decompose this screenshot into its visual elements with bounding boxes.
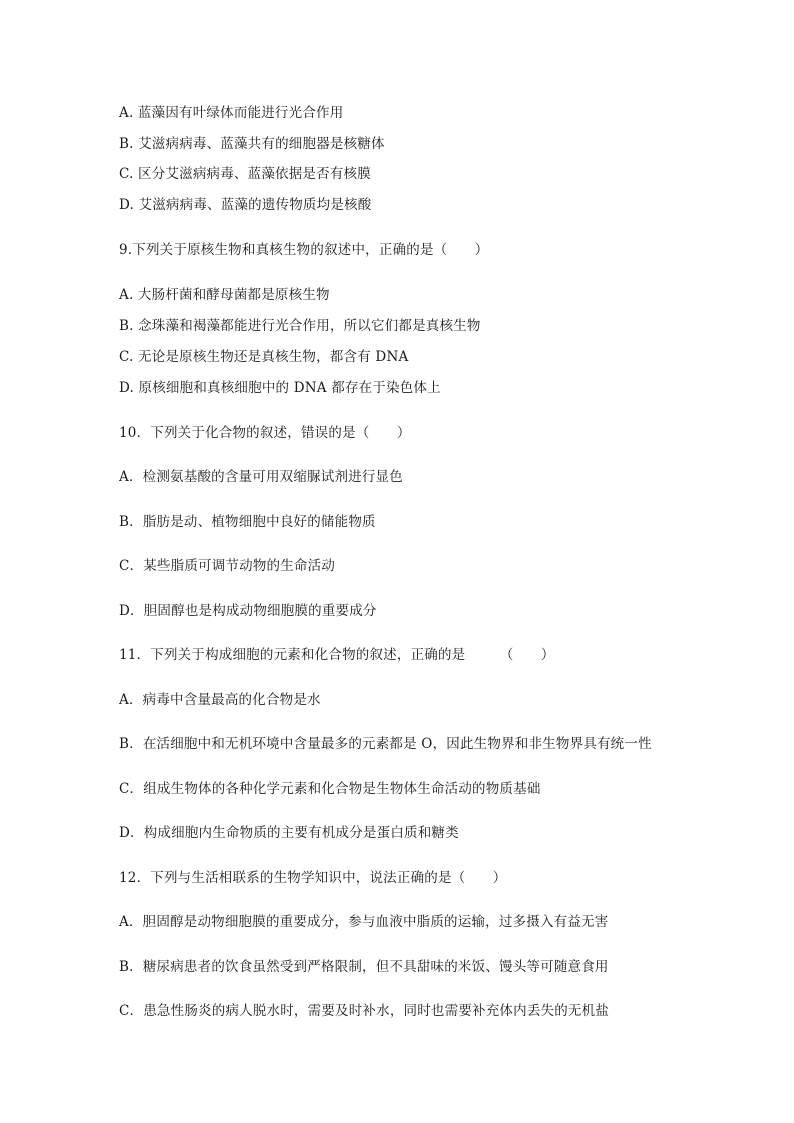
q10-option-c: C．某些脂质可调节动物的生命活动	[119, 558, 336, 574]
q12-question: 12．下列与生活相联系的生物学知识中，说法正确的是（ ）	[119, 870, 507, 886]
q10-option-a: A．检测氨基酸的含量可用双缩脲试剂进行显色	[119, 469, 403, 485]
q11-question: 11．下列关于构成细胞的元素和化合物的叙述，正确的是 （ ）	[119, 647, 555, 663]
q8-option-b: B. 艾滋病病毒、蓝藻共有的细胞器是核糖体	[119, 136, 385, 152]
q12-option-a: A．胆固醇是动物细胞膜的重要成分，参与血液中脂质的运输，过多摄入有益无害	[119, 914, 609, 930]
q10-option-d: D．胆固醇也是构成动物细胞膜的重要成分	[119, 603, 377, 619]
q9-option-d: D. 原核细胞和真核细胞中的 DNA 都存在于染色体上	[119, 380, 441, 396]
q11-option-c: C．组成生物体的各种化学元素和化合物是生物体生命活动的物质基础	[119, 781, 541, 797]
q12-option-c: C．患急性肠炎的病人脱水时，需要及时补水，同时也需要补充体内丢失的无机盐	[119, 1003, 610, 1019]
q11-option-d: D．构成细胞内生命物质的主要有机成分是蛋白质和糖类	[119, 825, 459, 841]
q10-question: 10．下列关于化合物的叙述，错误的是（ ）	[119, 425, 411, 441]
q11-option-b: B．在活细胞中和无机环境中含量最多的元素都是 O，因此生物界和非生物界具有统一性	[119, 736, 652, 752]
q12-option-b: B．糖尿病患者的饮食虽然受到严格限制，但不具甜味的米饭、馒头等可随意食用	[119, 959, 609, 975]
q11-option-a: A．病毒中含量最高的化合物是水	[119, 692, 321, 708]
q9-question: 9.下列关于原核生物和真核生物的叙述中，正确的是（ ）	[119, 242, 489, 258]
q8-option-d: D. 艾滋病病毒、蓝藻的遗传物质均是核酸	[119, 197, 372, 213]
q9-option-a: A. 大肠杆菌和酵母菌都是原核生物	[119, 287, 330, 303]
q8-option-c: C. 区分艾滋病病毒、蓝藻依据是否有核膜	[119, 166, 371, 182]
q8-option-a: A. 蓝藻因有叶绿体而能进行光合作用	[119, 105, 344, 121]
q9-option-b: B. 念珠藻和褐藻都能进行光合作用，所以它们都是真核生物	[119, 318, 481, 334]
q9-option-c: C. 无论是原核生物还是真核生物，都含有 DNA	[119, 349, 409, 365]
q10-option-b: B．脂肪是动、植物细胞中良好的储能物质	[119, 514, 376, 530]
